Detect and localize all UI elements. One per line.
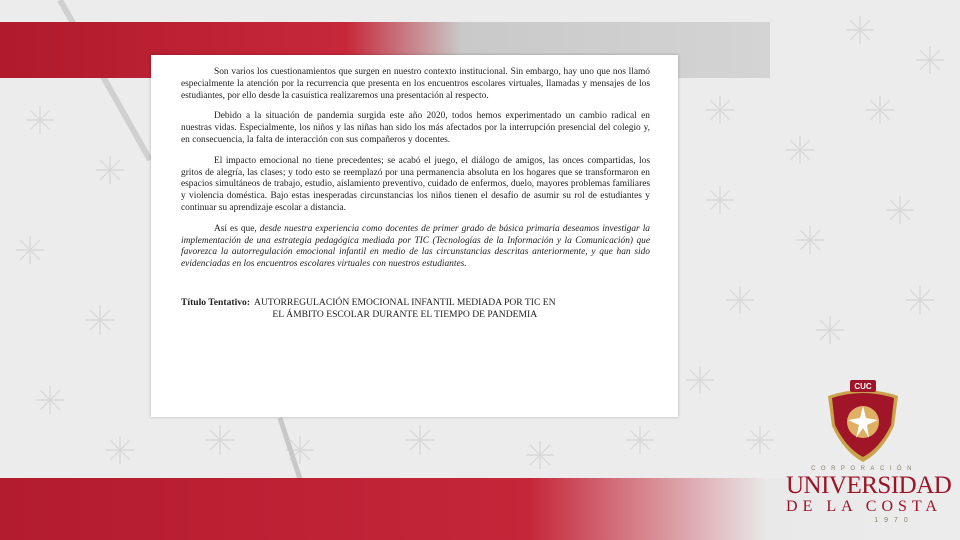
cuc-shield-icon [822, 378, 904, 464]
paragraph-4 [181, 224, 650, 271]
title-line-2: EL ÁMBITO ESCOLAR DURANTE EL TIEMPO DE PANDEMIA [272, 308, 538, 320]
logo-name-line-1: UNIVERSIDAD [786, 472, 952, 499]
logo-corporation: CORPORACIÓN [811, 466, 917, 472]
logo-year: 1970 [874, 517, 914, 524]
paragraph-2: Debido a la situación de pandemia surgida este año 2020, todos hemos experimentado un cambio radical en nuestras vidas. Especialmente, los niños y las niñas han sido los más afectados por la interrupción presencial del colegio y, en consecuencia, la falta de interacción con sus compañeros y docentes. [181, 111, 650, 145]
title-line-1: AUTORREGULACIÓN EMOCIONAL INFANTIL MEDIADA POR TIC EN [254, 296, 556, 308]
paragraph-1: Son varios los cuestionamientos que surgen en nuestro contexto institucional. Sin embargo, hay uno que nos llamó especialmente la atención por la recurrencia que presenta en los encuentros escolares virtuales, llamadas y mensajes de los estudiantes, por ello desde la casuística realizaremos una presentación al respecto. [181, 67, 650, 101]
title-text [254, 297, 555, 321]
logo-name-line-2: DE LA COSTA [786, 498, 942, 515]
paragraph-4-italic: desde nuestra experiencia como docentes de primer grado de básica primaria deseamos investigar la implementación de una estrategia pedagógica mediada por TIC (Tecnologías de la Información y la Comunicación) que favorezca la autorregulación emocional infantil en medio de las circunstancias descritas anteriormente, y que han sido evidenciadas en los encuentros escolares virtuales con nuestros estudiantes. [181, 223, 650, 270]
tentative-title [181, 297, 650, 321]
paragraph-3: El impacto emocional no tiene precedentes; se acabó el juego, el diálogo de amigos, las onces compartidas, los gritos de alegría, las clases; y todo esto se reemplazó por una permanencia absoluta en los hogares que se transformaron en espacios simultáneos de trabajo, estudio, aislamiento preventivo, cuidado de enfermos, duelo, mayores problemas familiares y violencia doméstica. Bajo estas inesperadas circunstancias los niños tienen el desafío de asumir su rol de estudiantes y continuar su aprendizaje escolar a distancia. [181, 155, 650, 213]
paragraph-4-lead: Así es que, [214, 223, 260, 234]
logo-badge: CUC [854, 382, 872, 391]
universidad-de-la-costa-logo [784, 378, 952, 528]
title-label: Título Tentativo: [181, 296, 251, 308]
document-image [151, 55, 678, 417]
